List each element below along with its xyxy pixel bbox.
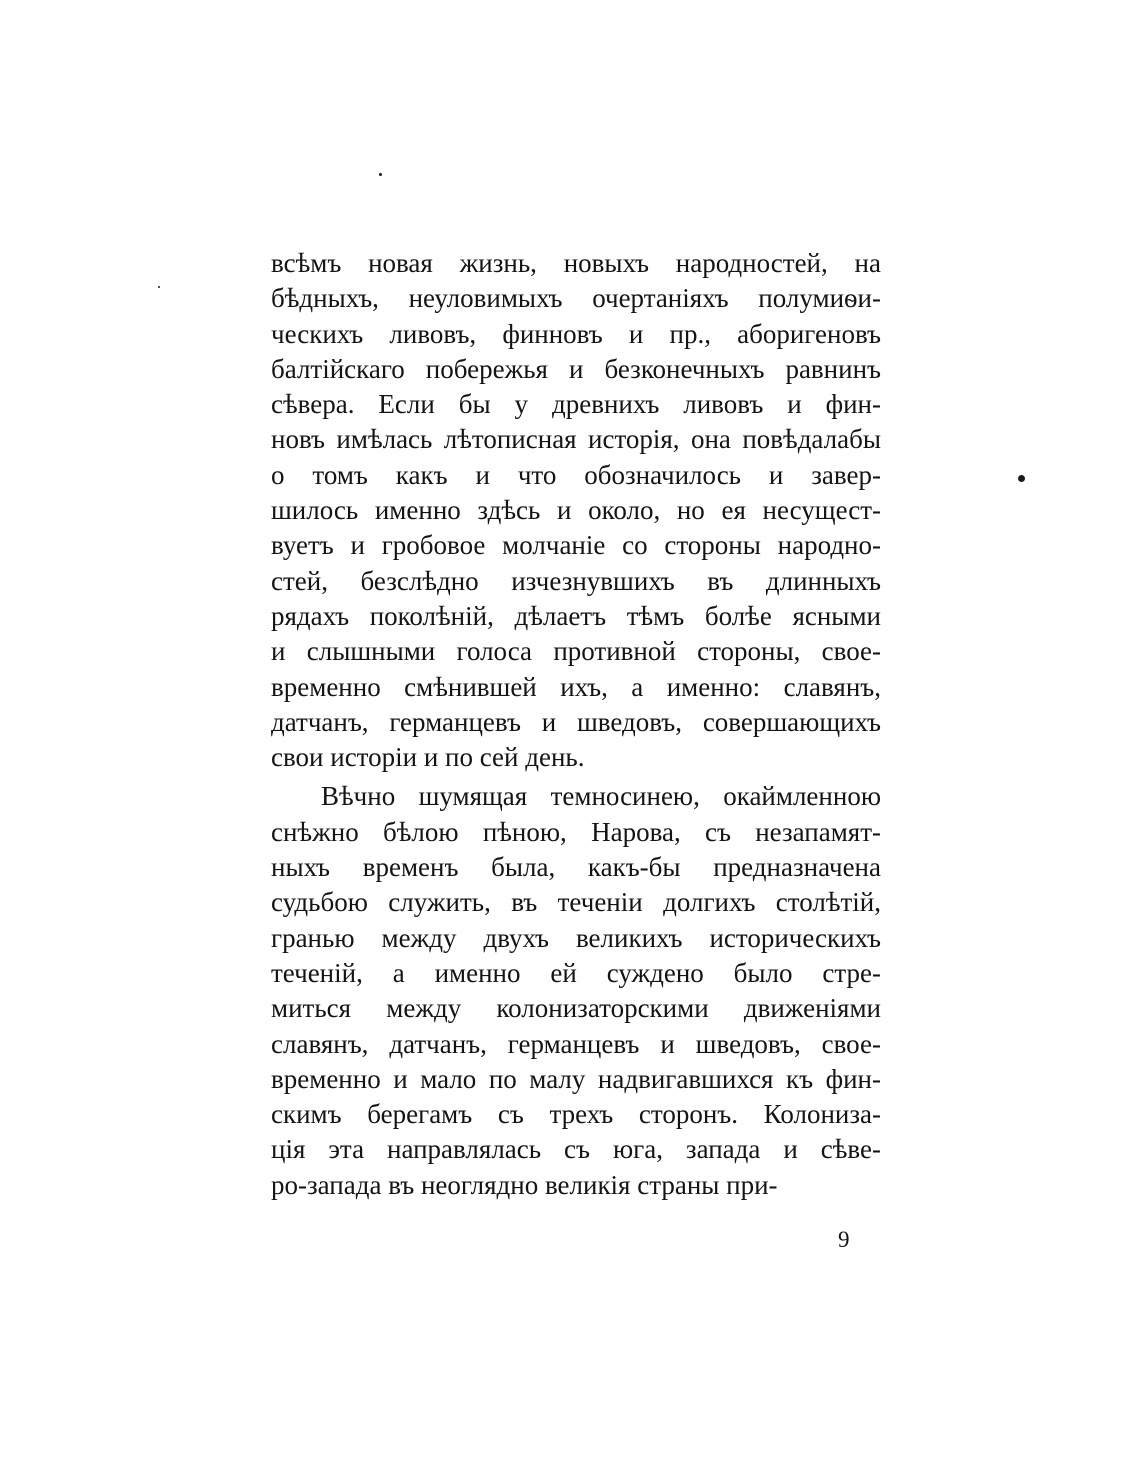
text-line: датчанъ, германцевъ и шведовъ, совершающихъ	[271, 706, 881, 737]
text-line: ро-запада въ неоглядно великія страны при-	[271, 1169, 778, 1200]
text-line: о томъ какъ и что обозначилось и завер-	[271, 459, 881, 490]
paragraph-container	[271, 246, 881, 1203]
text-line: вуетъ и гробовое молчаніе со стороны народно-	[271, 530, 881, 561]
text-line: временно и мало по малу надвигавшихся къ фин-	[271, 1063, 881, 1094]
paragraph	[271, 779, 881, 1203]
body-text	[271, 246, 881, 1203]
text-line: снѣжно бѣлою пѣною, Нарова, съ незапамят-	[271, 816, 881, 847]
scan-speck	[1018, 475, 1025, 482]
text-line: ческихъ ливовъ, финновъ и пр., аборигеновъ	[271, 318, 881, 349]
page-number: 9	[838, 1227, 850, 1252]
paragraph	[271, 246, 881, 775]
text-line: и слышными голоса противной стороны, свое-	[271, 636, 881, 667]
text-line: скимъ берегамъ съ трехъ сторонъ. Колониза-	[271, 1099, 881, 1130]
text-line: новъ имѣлась лѣтописная исторія, она повѣдалабы	[271, 424, 881, 455]
text-line: свои исторіи и по сей день.	[271, 742, 585, 773]
scan-speck	[379, 173, 382, 176]
text-line: ныхъ временъ была, какъ-бы предназначена	[271, 852, 881, 883]
text-line: судьбою служить, въ теченіи долгихъ столѣтій,	[271, 887, 881, 918]
scan-speck	[158, 286, 160, 288]
text-line: шилось именно здѣсь и около, но ея несущест-	[271, 495, 881, 526]
text-line: миться между колонизаторскими движеніями	[271, 993, 881, 1024]
text-line: Вѣчно шумящая темносинею, окаймленною	[321, 781, 881, 812]
text-line: ція эта направлялась съ юга, запада и сѣве-	[271, 1134, 881, 1165]
text-line: гранью между двухъ великихъ историческихъ	[271, 922, 881, 953]
text-line: сѣвера. Если бы у древнихъ ливовъ и фин-	[271, 389, 881, 420]
text-line: балтійскаго побережья и безконечныхъ равнинъ	[271, 353, 881, 384]
text-line: рядахъ поколѣній, дѣлаетъ тѣмъ болѣе ясными	[271, 600, 881, 631]
text-line: стей, безслѣдно изчезнувшихъ въ длинныхъ	[271, 565, 881, 596]
text-line: бѣдныхъ, неуловимыхъ очертаніяхъ полумиѳи-	[271, 283, 881, 314]
text-line: теченій, а именно ей суждено было стре-	[271, 957, 881, 988]
text-line: временно смѣнившей ихъ, а именно: славянъ,	[271, 671, 881, 702]
text-line: славянъ, датчанъ, германцевъ и шведовъ, свое-	[271, 1028, 881, 1059]
text-line: всѣмъ новая жизнь, новыхъ народностей, на	[271, 248, 881, 278]
